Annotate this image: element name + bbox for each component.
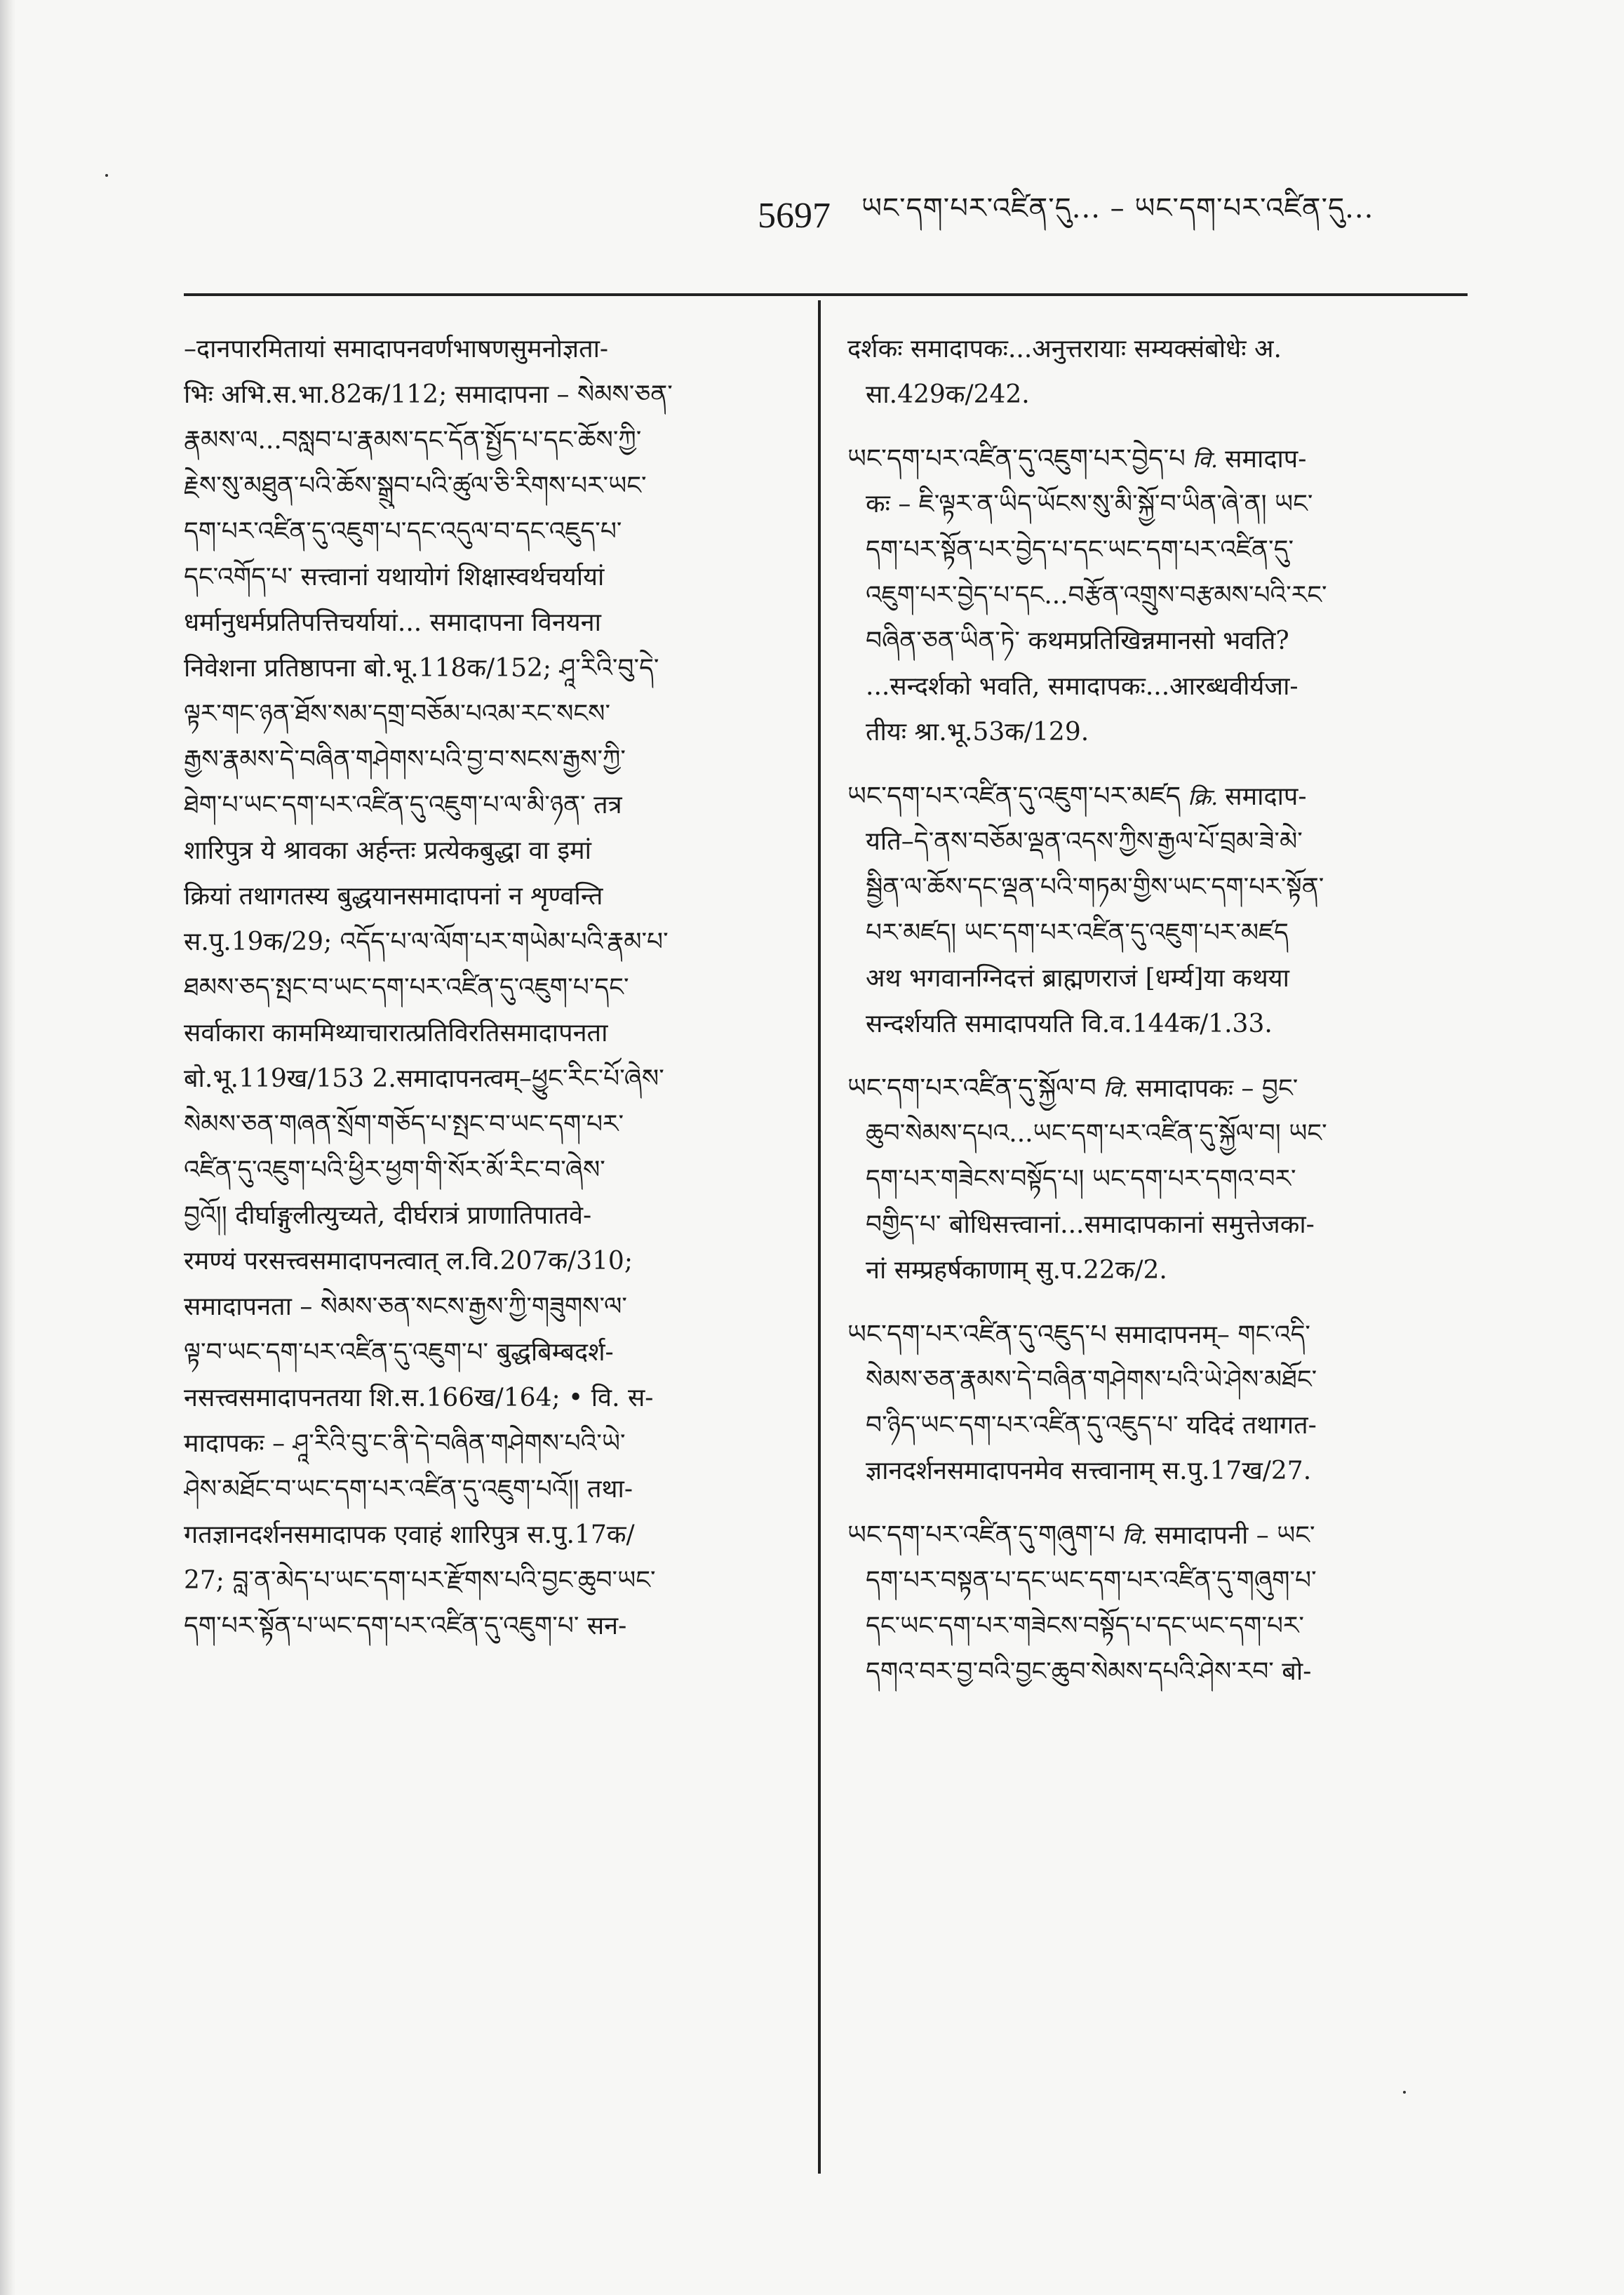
entry-definition-start: समादापनी – ཡང་	[1154, 1521, 1315, 1550]
dictionary-entry	[847, 1311, 1479, 1494]
entry-text-line: སེམས་ཅན་རྣམས་དེ་བཞིན་གཤེགས་པའི་ཡེ་ཤེས་མཐོང་	[866, 1365, 1317, 1394]
entry-first-line	[847, 436, 1479, 481]
text-line: ལྟ་བ་ཡང་དག་པར་འཛིན་དུ་འཇུག་པ་ बुद्धबिम्बदर्श-	[184, 1338, 614, 1367]
entry-text-line: བཞིན་ཅན་ཡིན་ཏེ་ कथमप्रतिखिन्नमानसो भवति?	[866, 627, 1289, 655]
text-line: शारिपुत्र ये श्रावका अर्हन्तः प्रत्येकबुद्धा वा इमां	[184, 836, 591, 865]
text-line: समादापनता – སེམས་ཅན་སངས་རྒྱས་ཀྱི་གཟུགས་ལ་	[184, 1292, 627, 1321]
entry-text-line: དག་པར་གཟེངས་བསྟོད་པ། ཡང་དག་པར་དགའ་བར་	[866, 1165, 1296, 1193]
entry-definition-start: समादापकः – བྱང་	[1135, 1074, 1298, 1103]
text-line: ཐམས་ཅད་སྤང་བ་ཡང་དག་པར་འཛིན་དུ་འཇུག་པ་དང་	[184, 973, 629, 1002]
running-head: ཡང་དག་པར་འཛིན་དུ... – ཡང་དག་པར་འཛིན་དུ...	[861, 192, 1374, 225]
entry-text-line: अथ भगवानग्निदत्तं ब्राह्मणराजं [धर्म्य]या कथया	[866, 964, 1289, 993]
page-number: 5697	[758, 195, 831, 236]
text-line: भिः अभि.स.भा.82क/112; समादापना – སེམས་ཅན་	[184, 380, 673, 409]
entry-text-line: तीयः श्रा.भू.53क/129.	[866, 718, 1089, 747]
entry-text-line: དང་ཡང་དག་པར་གཟེངས་བསྟོད་པ་དང་ཡང་དག་པར་	[866, 1612, 1304, 1640]
scan-speck	[105, 174, 108, 177]
entry-text-line: བགྱིད་པ་ बोधिसत्त्वानां...समादापकानां समुत्तेजका-	[866, 1210, 1315, 1239]
entry-definition-start: दर्शकः समादापकः...अनुत्तरायाः सम्यक्संबोधेः अ.	[847, 335, 1282, 363]
entry-text-line: ज्ञानदर्शनसमादापनमेव सत्त्वानाम् स.पु.17ख/27.	[866, 1457, 1312, 1485]
text-line: དག་པར་སྟོན་པ་ཡང་དག་པར་འཛིན་དུ་འཇུག་པ་ सन-	[184, 1612, 627, 1640]
dictionary-entry	[847, 326, 1479, 417]
left-column	[184, 326, 787, 2179]
text-line: मादापकः – ཤཱ་རིའི་བུ་ང་ནི་དེ་བཞིན་གཤེགས་པའི་ཡེ་	[184, 1429, 626, 1458]
text-line: རྣམས་ལ...བསླབ་པ་རྣམས་དང་དོན་སྤྱོད་པ་དང་ཆོས་ཀྱི་	[184, 426, 642, 455]
text-line: –दानपारमितायां समादापनवर्णभाषणसुमनोज्ञता-	[184, 335, 609, 363]
text-line: क्रियां तथागतस्य बुद्धयानसमादापनां न शृण्वन्ति	[184, 882, 603, 911]
entry-text-line: དག་པར་སྟོན་པར་བྱེད་པ་དང་ཡང་དག་པར་འཛིན་དུ་	[866, 535, 1294, 564]
entry-text-line: ...सन्दर्शको भवति, समादापकः...आरब्धवीर्यजा-	[866, 672, 1298, 701]
text-line: बो.भू.119ख/153 2.समादापनत्वम्–ཕྱུང་རིང་པོ་ཞེས་	[184, 1064, 664, 1093]
entry-first-line	[847, 773, 1479, 819]
entry-text-line: བ་ཉིད་ཡང་དག་པར་འཛིན་དུ་འཇུད་པ་ यदिदं तथागत-	[866, 1411, 1317, 1440]
scan-margin-edge	[0, 0, 15, 2295]
text-line: निवेशना प्रतिष्ठापना बो.भू.118क/152; ཤཱ་རིའི་བུ་དེ་	[184, 654, 659, 683]
grammar-abbreviation: वि.	[1122, 1523, 1148, 1549]
entry-text-line: འཇུག་པར་བྱེད་པ་དང...བརྩོན་འགྲུས་བརྩམས་པའི་རང་	[866, 581, 1327, 610]
text-line: བྱའོ།། दीर्घाङ्गुलीत्युच्यते, दीर्घरात्रं प्राणातिपातवे-	[184, 1201, 592, 1230]
text-line: ཐེག་པ་ཡང་དག་པར་འཛིན་དུ་འཇུག་པ་ལ་མི་ཉན་ तत्र	[184, 791, 622, 819]
entry-headword: ཡང་དག་པར་འཛིན་དུ་འཇུག་པར་མཛད	[847, 781, 1181, 811]
entry-text-line: सन्दर्शयति समादापयति वि.व.144क/1.33.	[866, 1010, 1273, 1038]
entry-text-line: नां सम्प्रहर्षकाणाम् सु.प.22क/2.	[866, 1256, 1167, 1285]
entry-definition-start: समादाप-	[1225, 782, 1307, 811]
grammar-abbreviation: वि.	[1192, 446, 1219, 473]
text-line: सर्वाकारा काममिथ्याचारात्प्रतिविरतिसमादापनता	[184, 1019, 608, 1048]
entry-text-line: དག་པར་བསྟན་པ་དང་ཡང་དག་པར་འཛིན་དུ་གཞུག་པ་	[866, 1566, 1317, 1595]
header-rule	[184, 293, 1468, 296]
dictionary-entry	[847, 1065, 1479, 1293]
text-line: འཛིན་དུ་འཇུག་པའི་ཕྱིར་ཕྱག་གི་སོར་མོ་རིང་བ་ཞེས་	[184, 1156, 605, 1184]
text-line: སེམས་ཅན་གཞན་སྲོག་གཅོད་པ་སྤང་བ་ཡང་དག་པར་	[184, 1110, 624, 1139]
text-line: नसत्त्वसमादापनतया शि.स.166ख/164; • वि. स-	[184, 1384, 654, 1412]
dictionary-entry	[847, 1512, 1479, 1694]
entry-first-line	[847, 326, 1479, 372]
dictionary-entry	[847, 773, 1479, 1047]
entry-first-line	[847, 1311, 1479, 1357]
entry-definition-start: समादाप-	[1225, 445, 1307, 474]
entry-text-line: यति–དེ་ནས་བཅོམ་ལྡན་འདས་ཀྱིས་རྒྱལ་པོ་བྲམ་ཟེ་མེ་	[866, 827, 1303, 856]
entry-text-line: སྦྱིན་ལ་ཆོས་དང་ལྡན་པའི་གཏམ་གྱིས་ཡང་དག་པར་སྟོན་	[866, 873, 1324, 902]
entry-first-line	[847, 1065, 1479, 1111]
text-line: गतज्ञानदर्शनसमादापक एवाहं शारिपुत्र स.पु.17क/	[184, 1520, 635, 1549]
text-line: रमण्यं परसत्त्वसमादापनत्वात् ल.वि.207क/310;	[184, 1247, 633, 1276]
entry-first-line	[847, 1512, 1479, 1558]
entry-text-line: कः – ཇི་ལྟར་ན་ཡིད་ཡོངས་སུ་མི་སྐྱོ་བ་ཡིན་ཞེ་ན། ཡང་	[866, 490, 1313, 518]
text-line: དག་པར་འཛིན་དུ་འཇུག་པ་དང་འདུལ་བ་དང་འཇུད་པ་	[184, 517, 622, 546]
entry-headword: ཡང་དག་པར་འཛིན་དུ་འཇུག་པར་བྱེད་པ	[847, 443, 1186, 474]
right-column	[847, 326, 1479, 2179]
grammar-abbreviation: क्रि.	[1188, 784, 1219, 810]
entry-text-line: सा.429क/242.	[866, 380, 1030, 409]
text-line: ལྟར་གང་ཉན་ཐོས་སམ་དགྲ་བཅོམ་པའམ་རང་སངས་	[184, 700, 611, 728]
entry-headword: ཡང་དག་པར་འཛིན་དུ་སྐྱོལ་བ	[847, 1073, 1096, 1103]
entry-headword: ཡང་དག་པར་འཛིན་དུ་འཇུད་པ	[847, 1319, 1107, 1349]
entry-text-line: པར་མཛད། ཡང་དག་པར་འཛིན་དུ་འཇུག་པར་མཛད	[866, 918, 1289, 947]
entry-text-line: དགའ་བར་བྱ་བའི་བྱང་ཆུབ་སེམས་དཔའི་ཤེས་རབ་ बो-	[866, 1657, 1312, 1686]
text-line: 27; བླ་ན་མེད་པ་ཡང་དག་པར་རྫོགས་པའི་བྱང་ཆུབ་ཡང་	[184, 1566, 656, 1595]
text-line: स.पु.19क/29; འདོད་པ་ལ་ལོག་པར་གཡེམ་པའི་རྣམ་པ་	[184, 928, 669, 956]
text-line: དང་འགོད་པ་ सत्त्वानां यथायोगं शिक्षास्वर्थचर्यायां	[184, 563, 605, 591]
text-line: རྗེས་སུ་མཐུན་པའི་ཆོས་སྒྲུབ་པའི་ཚུལ་ཅི་རིགས་པར་ཡང་	[184, 471, 647, 500]
entry-text-line: ཆུབ་སེམས་དཔའ...ཡང་དག་པར་འཛིན་དུ་སྐྱོལ་བ། ཡང་	[866, 1119, 1327, 1148]
text-line: ཤེས་མཐོང་བ་ཡང་དག་པར་འཛིན་དུ་འཇུག་པའོ།། तथा-	[184, 1475, 633, 1504]
entry-headword: ཡང་དག་པར་འཛིན་དུ་གཞུག་པ	[847, 1520, 1115, 1550]
dictionary-entry	[847, 436, 1479, 755]
text-line: धर्मानुधर्मप्रतिपत्तिचर्यायां... समादापना विनयना	[184, 608, 601, 637]
entry-definition-start: समादापनम्– གང་འདི་	[1115, 1320, 1310, 1349]
grammar-abbreviation: वि.	[1103, 1076, 1129, 1102]
column-divider	[818, 300, 821, 2174]
text-line: རྒྱས་རྣམས་དེ་བཞིན་གཤེགས་པའི་བྱ་བ་སངས་རྒྱས་ཀྱི་	[184, 745, 626, 774]
page-header	[758, 184, 1487, 247]
